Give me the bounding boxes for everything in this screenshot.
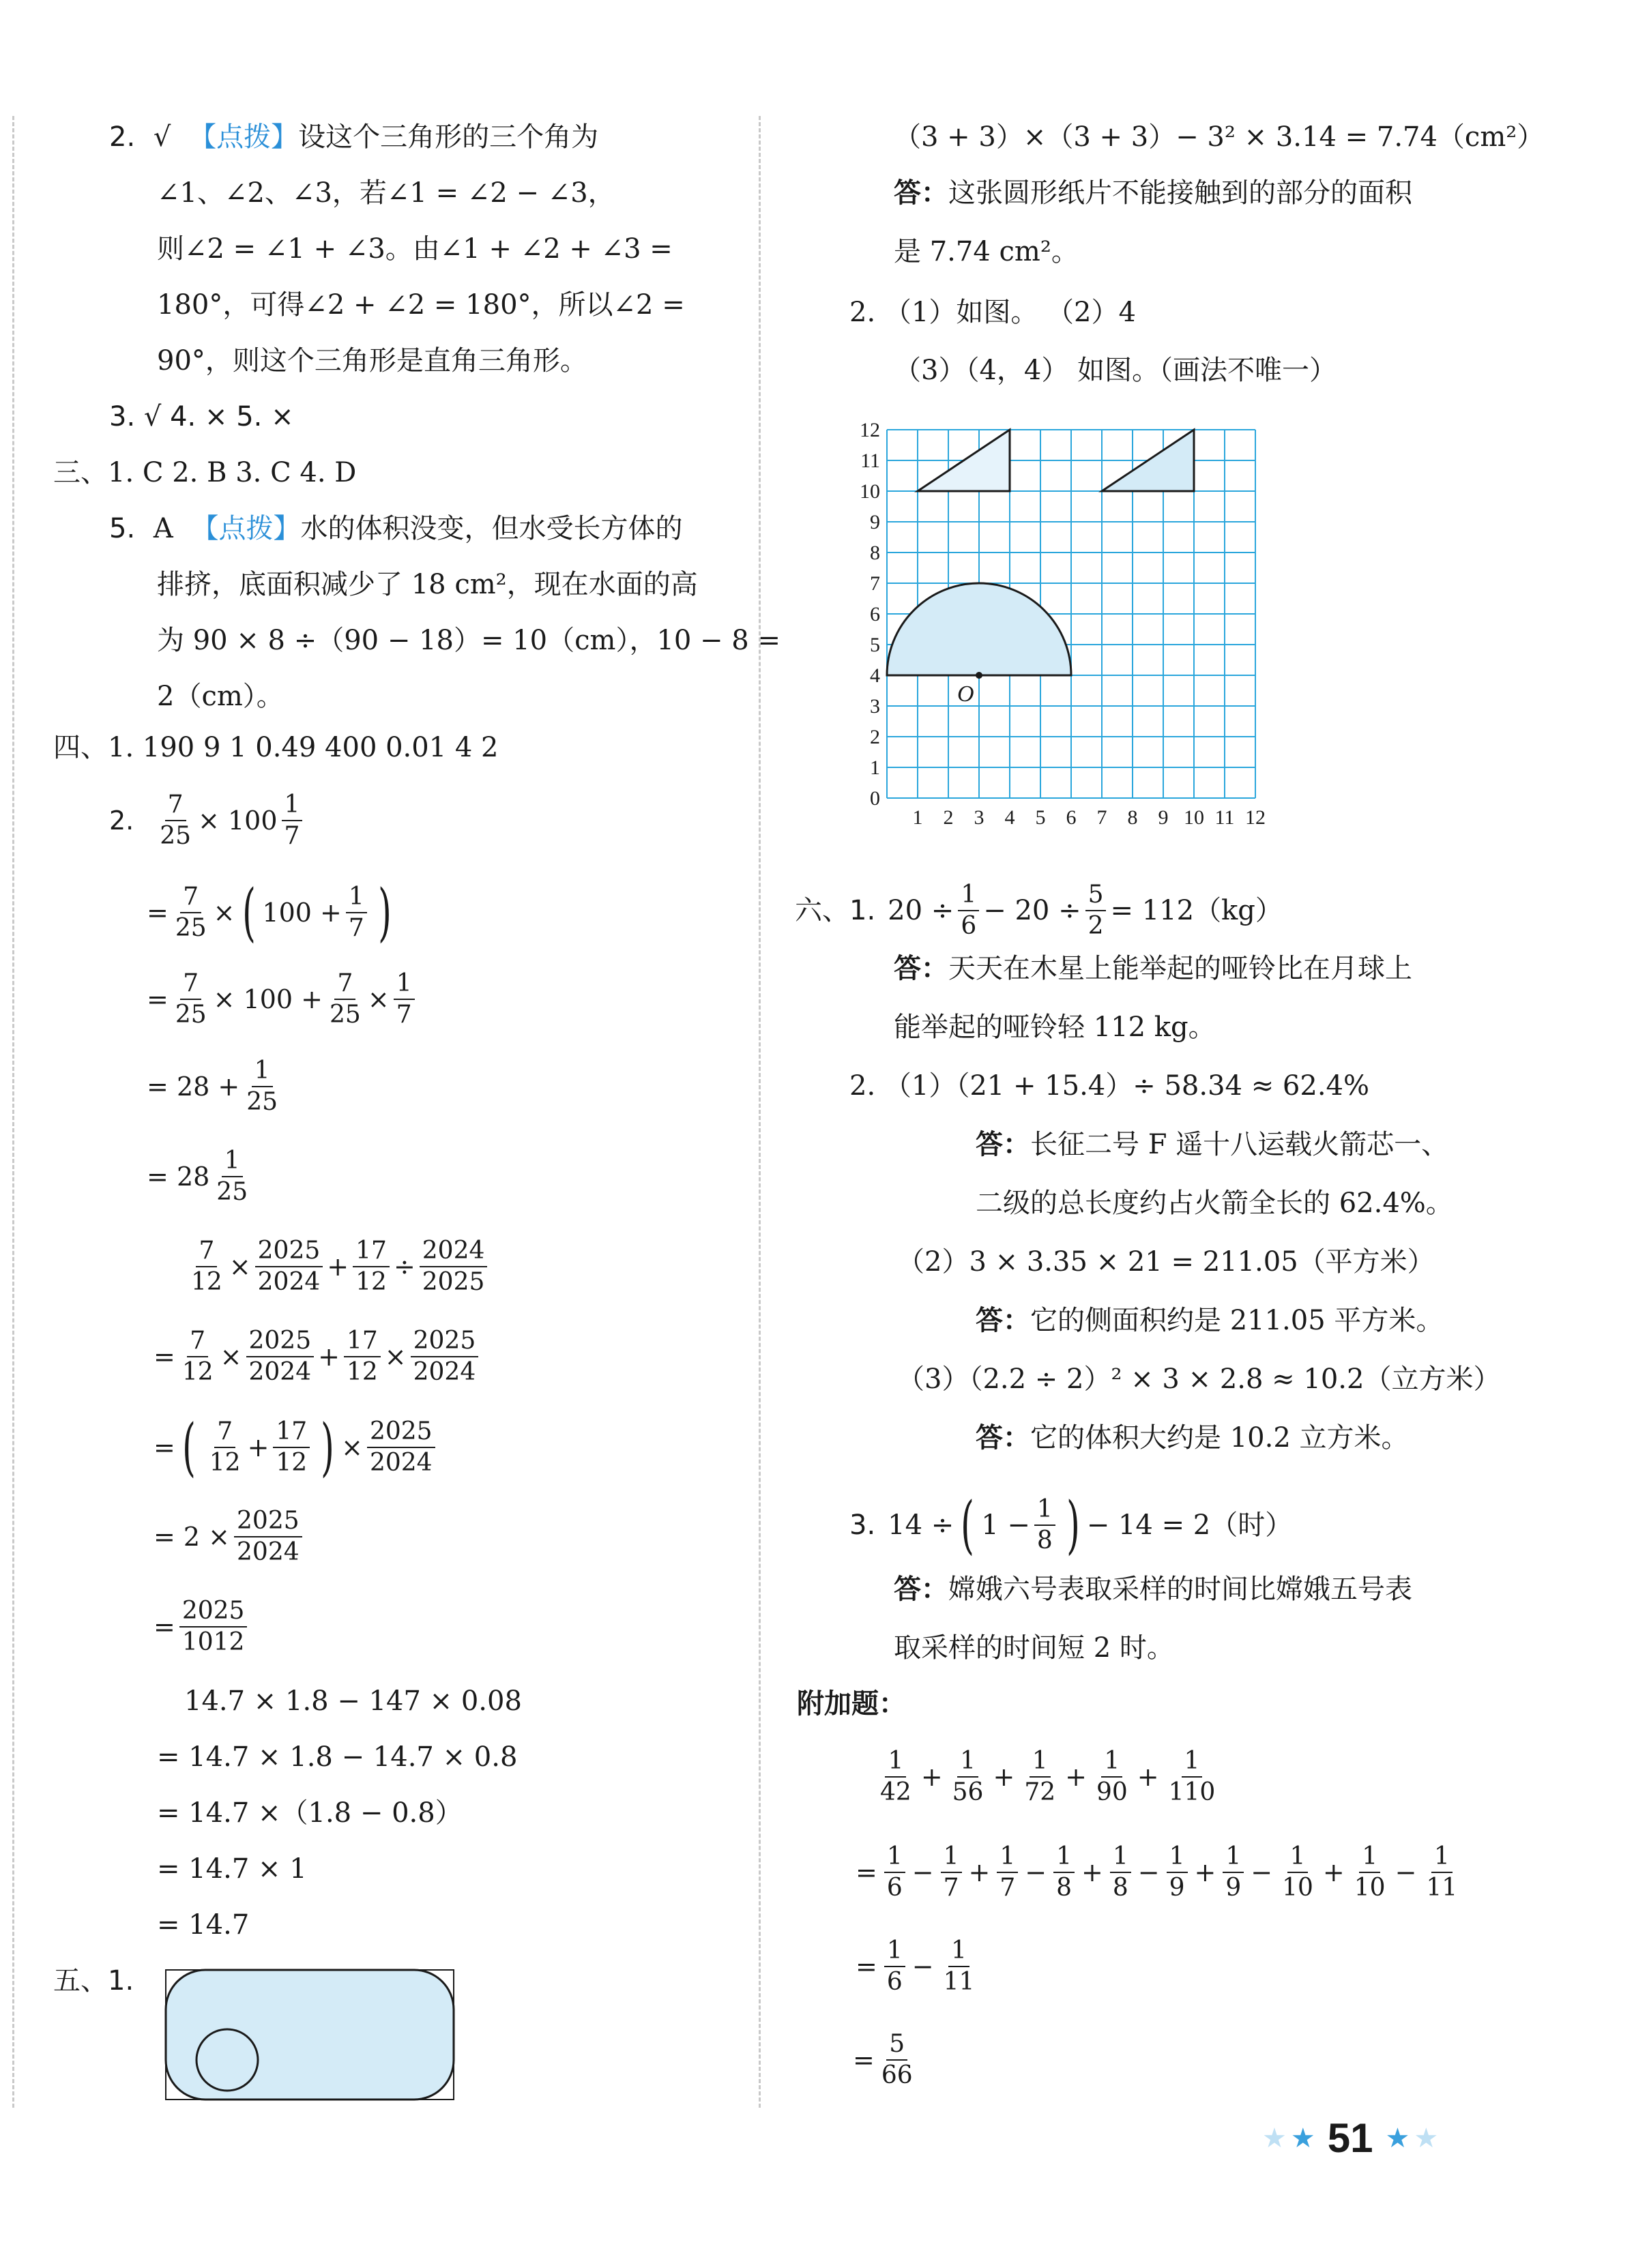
fraction: $\frac{7}{25}$ bbox=[175, 883, 207, 942]
y-tick-label: 8 bbox=[870, 542, 880, 564]
y-tick-label: 7 bbox=[870, 572, 880, 595]
fraction: $\frac{1}{8}$ bbox=[1110, 1842, 1131, 1903]
calc3-line-3: = 14.7 ×（1.8 − 0.8） bbox=[157, 1797, 463, 1829]
fraction: 1 7 bbox=[282, 790, 303, 851]
sec3-q5-line-4: 2（cm）。 bbox=[157, 681, 284, 712]
x-tick-label: 1 bbox=[912, 806, 923, 829]
y-tick-label: 6 bbox=[870, 603, 880, 625]
y-tick-label: 2 bbox=[870, 726, 880, 748]
x-tick-label: 10 bbox=[1184, 806, 1204, 829]
column-left-edge bbox=[12, 116, 14, 2108]
fraction: $\frac{2025}{1012}$ bbox=[179, 1596, 248, 1658]
center-point bbox=[976, 672, 982, 679]
coordinate-grid-chart bbox=[836, 409, 1286, 846]
y-tick-label: 12 bbox=[860, 419, 880, 441]
x-tick-label: 12 bbox=[1245, 806, 1266, 829]
calc1-line-2: = $\frac{7}{25}$ × ( 100 + $\frac{1}{7}$ ) bbox=[147, 876, 392, 949]
sec3-q5-line-3: 为 90 × 8 ÷（90 − 18）= 10（cm），10 − 8 = bbox=[157, 625, 780, 656]
circle-paper bbox=[196, 2029, 258, 2091]
x-tick-label: 7 bbox=[1096, 806, 1107, 829]
y-tick-label: 11 bbox=[860, 450, 880, 472]
fraction: $\frac{2025}{2024}$ bbox=[234, 1506, 302, 1567]
fraction: $\frac{1}{6}$ bbox=[884, 1936, 905, 1997]
bonus-line-3: = $\frac{1}{6}$ − $\frac{1}{11}$ bbox=[853, 1936, 981, 1997]
fraction: $\frac{2024}{2025}$ bbox=[420, 1236, 488, 1297]
sec5-label: 五、1. bbox=[53, 1965, 134, 1997]
x-tick-label: 4 bbox=[1004, 806, 1015, 829]
x-tick-label: 6 bbox=[1066, 806, 1077, 829]
star-icon: ★ bbox=[1262, 2122, 1287, 2154]
fraction: $\frac{5}{2}$ bbox=[1085, 880, 1107, 941]
fraction: $\frac{1}{7}$ bbox=[997, 1842, 1018, 1903]
fraction: $\frac{1}{8}$ bbox=[1034, 1494, 1055, 1556]
sec6-q1-answer-1: 答：天天在木星上能举起的哑铃比在月球上 bbox=[894, 953, 1412, 984]
fraction: $\frac{17}{12}$ bbox=[344, 1326, 381, 1387]
bonus-line-1: 1 42 + $\frac{1}{56}$ + $\frac{1}{72}$ + $\frac{1}{90}$ + $\frac{1}{110}$ bbox=[873, 1746, 1222, 1808]
fraction: $\frac{17}{12}$ bbox=[353, 1236, 390, 1297]
fraction: $\frac{2025}{2024}$ bbox=[255, 1236, 323, 1297]
star-icon: ★ bbox=[1385, 2122, 1410, 2154]
calc2-line-1: $\frac{7}{12}$ × $\frac{2025}{2024}$ + $\frac{17}{12}$ ÷ $\frac{2024}{2025}$ bbox=[184, 1236, 491, 1297]
sec3-line-1: 三、1. C 2. B 3. C 4. D bbox=[53, 457, 357, 488]
q2-line-1: 2. √ 【点拨】设这个三角形的三个角为 bbox=[109, 121, 599, 153]
fraction: $\frac{7}{25}$ bbox=[175, 969, 207, 1029]
page-number-badge bbox=[1262, 2115, 1438, 2162]
fraction: $\frac{1}{8}$ bbox=[1053, 1842, 1075, 1903]
y-tick-label: 9 bbox=[870, 511, 880, 533]
fraction: $\frac{1}{9}$ bbox=[1167, 1842, 1188, 1903]
star-icon: ★ bbox=[1414, 2122, 1439, 2154]
sec3-q5-line-1: 5. A 【点拨】水的体积没变，但水受长方体的 bbox=[109, 513, 683, 544]
sec6-q2-line-3: （3）（2.2 ÷ 2）² × 3 × 2.8 ≈ 10.2（立方米） bbox=[897, 1364, 1501, 1395]
sec6-q1-line: 六、 1. 20 ÷ $\frac{1}{6}$ − 20 ÷ $\frac{5}{2}$ = 112（kg） bbox=[795, 881, 1283, 940]
fraction: 1 25 bbox=[216, 1147, 248, 1206]
calc1-line-1: 2. $\frac{7}{25}$ × 100 1 7 bbox=[109, 790, 306, 851]
sec6-q1-answer-2: 能举起的哑铃轻 112 kg。 bbox=[894, 1012, 1216, 1043]
column-divider bbox=[759, 116, 761, 2108]
calc1-line-5: = 28 1 25 bbox=[147, 1146, 254, 1207]
calc3-line-2: = 14.7 × 1.8 − 14.7 × 0.8 bbox=[157, 1741, 518, 1773]
calc2-line-3: = ( 7 12 + $\frac{17}{12}$ ) × $\frac{2025}{2024}$ bbox=[154, 1416, 439, 1479]
bonus-line-2: = $\frac{1}{6}$ − $\frac{1}{7}$ + $\frac{1}{7}$ − $\frac{1}{8}$ + $\frac{1}{8}$ − $\frac{1}{9}$ + $\frac{1}{9}$ − $\frac{1}{10}$ + $\frac{1}{10}$ − $\frac{1}{11}$ bbox=[853, 1842, 1464, 1903]
star-icon: ★ bbox=[1290, 2122, 1315, 2154]
fraction: $\frac{7}{12}$ bbox=[181, 1327, 214, 1386]
fraction: $\frac{1}{7}$ bbox=[346, 882, 367, 943]
sec6-q3-line: 3. 14 ÷ ( 1 − $\frac{1}{8}$ ) − 14 = 2（时） bbox=[849, 1488, 1293, 1561]
r-line-3: 是 7.74 cm²。 bbox=[894, 236, 1079, 267]
x-tick-label: 11 bbox=[1214, 806, 1235, 829]
center-label: O bbox=[957, 681, 974, 707]
fraction: $\frac{1}{56}$ bbox=[952, 1747, 984, 1806]
y-tick-label: 1 bbox=[870, 756, 880, 779]
fraction: $\frac{1}{6}$ bbox=[884, 1842, 905, 1903]
fraction: $\frac{2025}{2024}$ bbox=[367, 1417, 435, 1478]
fraction: $\frac{1}{9}$ bbox=[1223, 1842, 1244, 1903]
fraction: $\frac{1}{25}$ bbox=[246, 1057, 278, 1116]
sec6-q2-line-2: （2）3 × 3.35 × 21 = 211.05（平方米） bbox=[897, 1246, 1435, 1278]
calc1-line-3: = $\frac{7}{25}$ × 100 + $\frac{7}{25}$ × $\frac{1}{7}$ bbox=[147, 969, 419, 1030]
fraction: $\frac{1}{7}$ bbox=[394, 969, 415, 1030]
fraction: $\frac{7}{25}$ bbox=[330, 969, 361, 1029]
y-tick-label: 10 bbox=[860, 480, 880, 503]
fraction: $\frac{5}{66}$ bbox=[881, 2030, 913, 2089]
sec6-q3-answer-1: 答：嫦娥六号表取采样的时间比嫦娥五号表 bbox=[894, 1574, 1412, 1605]
fraction: $\frac{1}{90}$ bbox=[1096, 1747, 1128, 1806]
calc2-line-2: = $\frac{7}{12}$ × $\frac{2025}{2024}$ + $\frac{17}{12}$ × $\frac{2025}{2024}$ bbox=[154, 1326, 482, 1387]
y-tick-label: 0 bbox=[870, 787, 880, 810]
fraction: 1 42 bbox=[880, 1747, 911, 1806]
fraction: $\frac{1}{10}$ bbox=[1354, 1842, 1386, 1902]
q2-line-3: 则∠2 = ∠1 + ∠3。由∠1 + ∠2 + ∠3 = bbox=[157, 233, 673, 265]
x-tick-label: 9 bbox=[1158, 806, 1169, 829]
r-q2-line-2: （3）（4，4） 如图。（画法不唯一） bbox=[894, 355, 1337, 386]
calc3-line-5: = 14.7 bbox=[157, 1909, 250, 1941]
fraction: $\frac{1}{6}$ bbox=[958, 880, 979, 941]
sec3-q5-line-2: 排挤，底面积减少了 18 cm²，现在水面的高 bbox=[157, 569, 698, 600]
calc3-line-1: 14.7 × 1.8 − 147 × 0.08 bbox=[184, 1685, 522, 1717]
q345-answers: 3. √ 4. × 5. × bbox=[109, 401, 294, 432]
semicircle bbox=[887, 583, 1071, 675]
fraction: $\frac{7}{12}$ bbox=[191, 1237, 222, 1296]
sec6-q2-answer-1: 答：长征二号 F 遥十八运载火箭芯一、 bbox=[976, 1129, 1449, 1160]
q2-line-2: ∠1、∠2、∠3，若∠1 = ∠2 − ∠3， bbox=[157, 177, 615, 209]
sec6-q2-answer-4: 答：它的体积大约是 10.2 立方米。 bbox=[976, 1422, 1409, 1454]
x-tick-label: 2 bbox=[943, 806, 954, 829]
calc2-line-5: = $\frac{2025}{1012}$ bbox=[154, 1596, 251, 1658]
fraction: $\frac{2025}{2024}$ bbox=[411, 1326, 479, 1387]
r-line-2: 答：这张圆形纸片不能接触到的部分的面积 bbox=[894, 177, 1412, 209]
calc2-line-4: = 2 × $\frac{2025}{2024}$ bbox=[154, 1506, 306, 1567]
sec4-q1: 四、1. 190 9 1 0.49 400 0.01 4 2 bbox=[53, 732, 499, 763]
x-tick-label: 8 bbox=[1127, 806, 1138, 829]
calc3-line-4: = 14.7 × 1 bbox=[157, 1853, 307, 1885]
fraction: $\frac{1}{10}$ bbox=[1282, 1842, 1313, 1902]
sec6-q2-line-1: 2. （1）（21 + 15.4）÷ 58.34 ≈ 62.4% bbox=[849, 1070, 1369, 1102]
fraction: $\frac{1}{11}$ bbox=[943, 1936, 975, 1996]
sec6-q2-answer-2: 二级的总长度约占火箭全长的 62.4%。 bbox=[976, 1188, 1453, 1219]
bonus-line-4: = $\frac{5}{66}$ bbox=[853, 2029, 920, 2091]
fraction: $\frac{17}{12}$ bbox=[273, 1417, 310, 1478]
sec6-q2-answer-3: 答：它的侧面积约是 211.05 平方米。 bbox=[976, 1305, 1444, 1336]
sec6-q3-answer-2: 取采样的时间短 2 时。 bbox=[894, 1632, 1174, 1664]
fraction: $\frac{1}{72}$ bbox=[1024, 1747, 1056, 1806]
page-number: 51 bbox=[1327, 2115, 1373, 2161]
r-line-1: （3 + 3）×（3 + 3）− 3² × 3.14 = 7.74（cm²） bbox=[894, 121, 1545, 153]
rectangle-figure bbox=[164, 1968, 457, 2104]
fraction: $\frac{1}{11}$ bbox=[1426, 1842, 1458, 1902]
x-tick-label: 5 bbox=[1035, 806, 1046, 829]
r-q2-line-1: 2. （1）如图。 （2）4 bbox=[849, 297, 1136, 328]
y-tick-label: 4 bbox=[870, 664, 880, 687]
q2-line-4: 180°，可得∠2 + ∠2 = 180°，所以∠2 = bbox=[157, 289, 685, 321]
fraction: $\frac{1}{7}$ bbox=[941, 1842, 962, 1903]
fraction: $\frac{7}{25}$ bbox=[160, 791, 192, 850]
y-tick-label: 3 bbox=[870, 695, 880, 718]
fraction: $\frac{2025}{2024}$ bbox=[246, 1326, 315, 1387]
fraction: $\frac{1}{110}$ bbox=[1168, 1747, 1216, 1806]
q2-line-5: 90°，则这个三角形是直角三角形。 bbox=[157, 345, 587, 377]
calc1-line-4: = 28 + $\frac{1}{25}$ bbox=[147, 1056, 285, 1117]
bonus-label: 附加题： bbox=[797, 1688, 906, 1720]
y-tick-label: 5 bbox=[870, 634, 880, 656]
fraction: 7 12 bbox=[209, 1417, 241, 1477]
x-tick-label: 3 bbox=[974, 806, 984, 829]
